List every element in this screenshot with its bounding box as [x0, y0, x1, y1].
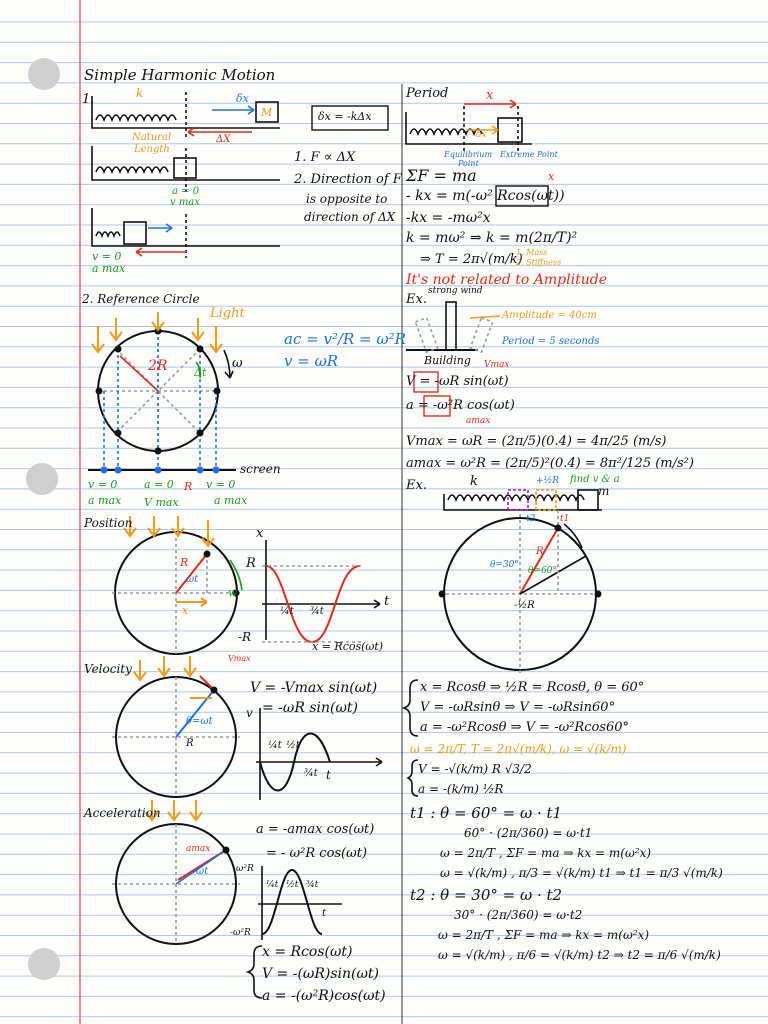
position-wt: ωt	[186, 574, 199, 585]
ac-formula: ac = v²/R = ω²R	[284, 330, 406, 348]
page-title: Simple Harmonic Motion	[84, 66, 276, 84]
two-r-label: 2R	[148, 358, 168, 374]
position-arrows	[124, 516, 214, 546]
t1-step-a: 60° · (2π/360) = ω·t1	[464, 826, 593, 840]
vmax-label: Vmax	[484, 360, 510, 370]
eq3: k = mω² ⇒ k = m(2π/T)²	[406, 230, 578, 246]
dx-label: δx	[236, 92, 249, 105]
x-formula: x = Rcos(ωt)	[312, 640, 384, 653]
period-note: Period = 5 seconds	[502, 336, 600, 347]
acc-tick-1: ¼t	[266, 880, 279, 890]
amax-label: a max	[92, 262, 126, 275]
ex2-t2: t2	[526, 514, 536, 524]
period-title: Period	[406, 86, 449, 101]
acc-amax-small: amax	[186, 844, 211, 854]
position-r: R	[180, 556, 189, 569]
eq4-note-1: 1. Mass	[516, 248, 548, 257]
spring-diagram-1	[92, 92, 280, 138]
v-result: V = -√(k/m) R √3/2	[418, 762, 532, 776]
velocity-circle	[112, 676, 240, 797]
velocity-tick-1: ¼t	[268, 740, 282, 751]
eq1: - kx = m(-ω² Rcos(ωt))	[406, 188, 565, 204]
section2-title: 2. Reference Circle	[82, 292, 200, 306]
period-x: x	[486, 88, 494, 103]
system-line-3: a = -ω²Rcosθ ⇒ V = -ω²Rcos60°	[420, 720, 630, 735]
natural-length-2: Length	[134, 144, 170, 155]
summary-x: x = Rcos(ωt)	[262, 944, 353, 960]
position-title: Position	[84, 516, 133, 530]
acceleration-title: Acceleration	[84, 806, 161, 820]
summary-v: V = -(ωR)sin(ωt)	[262, 966, 379, 982]
ex2-t1: t1	[560, 514, 570, 524]
velocity-r: R	[186, 738, 194, 749]
v0-label: v = 0	[92, 250, 122, 263]
acc-negw2r: -ω²R	[230, 928, 251, 938]
t2-step-c: ω = √(k/m) , π/6 = √(k/m) t2 ⇒ t2 = π/6 √(m/k)	[438, 948, 721, 962]
acc-tick-3: ¾t	[306, 880, 319, 890]
law-2-line3: direction of ΔX	[304, 210, 396, 224]
natural-length-1: Natural	[132, 132, 172, 143]
a-equation: a = -ω²R cos(ωt)	[406, 398, 515, 413]
summary-a: a = -(ω²R)cos(ωt)	[262, 988, 386, 1004]
screen-r: R	[184, 480, 193, 493]
acc-formula-2: = - ω²R cos(ωt)	[266, 846, 368, 861]
screen-v0-right: v = 0	[206, 478, 236, 491]
light-label: Light	[210, 306, 245, 321]
equilibrium-point-1: Equilibrium	[444, 150, 493, 159]
ex2-R: R	[536, 546, 544, 557]
t2-step-a: 30° · (2π/360) = ω·t2	[454, 908, 583, 922]
position-x: x	[182, 604, 189, 617]
eq-vmax: v max	[170, 197, 200, 208]
period-spring	[406, 100, 532, 152]
acceleration-circle	[112, 824, 240, 944]
velocity-tick-3: ¾t	[304, 768, 318, 779]
delta-t-label: Δt	[194, 366, 207, 379]
binder-hole-middle	[26, 463, 58, 495]
reference-circle	[88, 331, 236, 470]
screen-label: screen	[240, 462, 281, 476]
omega-label: ω	[232, 356, 243, 371]
delta-x-label: ΔX	[216, 134, 231, 145]
position-w: w	[228, 586, 238, 599]
v-equation: V = -ωR sin(ωt)	[406, 374, 509, 389]
graph-t-axis: t	[384, 594, 390, 609]
velocity-formula-1: V = -Vmax sin(ωt)	[250, 680, 378, 696]
formula-box: δx = -kΔx	[318, 110, 372, 123]
graph-x-axis: x	[256, 526, 264, 541]
screen-points	[101, 467, 220, 474]
building-diagram	[406, 302, 500, 352]
t1-line: t1 : θ = 60° = ω · t1	[410, 804, 563, 822]
screen-amax-right: a max	[214, 494, 248, 507]
acceleration-graph	[258, 866, 342, 940]
sum-f-ma: ΣF = ma	[406, 166, 477, 185]
graph-negR: -R	[238, 630, 252, 644]
section1-number: 1.	[82, 92, 95, 107]
velocity-tick-4: t	[326, 768, 331, 782]
acc-tick-4: t	[322, 908, 327, 919]
screen-amax-left: a max	[88, 494, 122, 507]
binder-hole-top	[28, 58, 60, 90]
velocity-graph	[256, 708, 382, 800]
amplitude-note: Amplitude = 40cm	[502, 310, 597, 321]
law-2-line1: 2. Direction of F	[294, 172, 402, 187]
system-line-2: V = -ωRsinθ ⇒ V = -ωRsin60°	[420, 700, 616, 715]
eq4: ⇒ T = 2π√(m/k)	[420, 252, 523, 267]
velocity-v-axis: v	[246, 706, 253, 720]
law-2-line2: is opposite to	[306, 192, 388, 206]
t1-step-c: ω = √(k/m) , π/3 = √(k/m) t1 ⇒ t1 = π/3 √(m/k)	[440, 866, 723, 880]
ex2-m: m	[598, 484, 610, 498]
extreme-point: Extreme Point	[500, 150, 558, 159]
summary-brace	[248, 946, 262, 998]
example-2-label: Ex.	[406, 478, 427, 493]
screen-a0: a = 0	[144, 478, 174, 491]
graph-tick-three: ¾t	[310, 606, 324, 617]
acc-formula-1: a = -amax cos(ωt)	[256, 822, 375, 837]
velocity-theta: θ=ωt	[186, 716, 213, 727]
x-marker: x	[548, 170, 555, 183]
vmax-calc: Vmax = ωR = (2π/5)(0.4) = 4π/25 (m/s)	[406, 434, 667, 449]
ex2-half-r: +½R	[536, 476, 560, 486]
t2-line: t2 : θ = 30° = ω · t2	[410, 886, 563, 904]
ex2-circle	[439, 510, 602, 674]
spring-k-label: k	[136, 86, 144, 100]
ex2-spring	[444, 490, 602, 510]
ex2-k: k	[470, 474, 478, 489]
eq2: -kx = -mω²x	[406, 210, 491, 226]
screen-vmax: V max	[144, 496, 179, 509]
ex2-find: find v & a	[570, 474, 620, 485]
velocity-arrows	[134, 656, 196, 680]
vmax-small: Vmax	[228, 654, 251, 663]
eq4-note-2: 2. Stiffness	[516, 258, 562, 267]
ex2-theta30: θ=30°	[490, 560, 519, 570]
position-graph	[262, 540, 380, 642]
graph-tick-quarter: ¼t	[280, 606, 294, 617]
mass-m-label: M	[261, 106, 273, 119]
amax-calc: amax = ω²R = (2π/5)²(0.4) = 8π²/125 (m/s²)	[406, 456, 694, 471]
period-dx: δx	[476, 130, 487, 140]
omega-line: ω = 2π/T, T = 2π√(m/k), ω = √(k/m)	[410, 742, 627, 756]
law-1: 1. F ∝ ΔX	[294, 150, 356, 165]
acc-wt: ωt	[196, 866, 209, 877]
t2-step-b: ω = 2π/T , ΣF = ma ⇒ kx = m(ω²x)	[438, 928, 650, 942]
system-line-1: x = Rcosθ ⇒ ½R = Rcosθ, θ = 60°	[420, 680, 645, 695]
v-wr-formula: v = ωR	[284, 352, 339, 370]
a-result: a = -(k/m) ½R	[418, 782, 504, 796]
example-1-label: Ex.	[406, 292, 427, 307]
eq-a0: a = 0	[172, 186, 200, 197]
velocity-tick-2: ½t	[286, 740, 300, 751]
not-related-amplitude: It's not related to Amplitude	[406, 272, 607, 288]
system-brace-1	[404, 680, 418, 736]
ex2-half-r-neg: -½R	[514, 600, 535, 611]
amax-label-right: amax	[466, 416, 491, 426]
graph-R: R	[246, 556, 256, 571]
building-label: Building	[424, 354, 471, 367]
velocity-formula-2: = -ωR sin(ωt)	[262, 700, 358, 716]
acc-w2r: ω²R	[236, 864, 254, 874]
binder-hole-bottom	[28, 948, 60, 980]
t1-step-b: ω = 2π/T , ΣF = ma ⇒ kx = m(ω²x)	[440, 846, 652, 860]
strong-wind: strong wind	[428, 286, 483, 296]
ex2-theta60: θ=60°	[528, 566, 557, 576]
screen-v0: v = 0	[88, 478, 118, 491]
system-brace-2	[408, 760, 418, 796]
acc-tick-2: ½t	[286, 880, 299, 890]
equilibrium-point-2: Point	[458, 159, 479, 168]
velocity-title: Velocity	[84, 662, 132, 676]
